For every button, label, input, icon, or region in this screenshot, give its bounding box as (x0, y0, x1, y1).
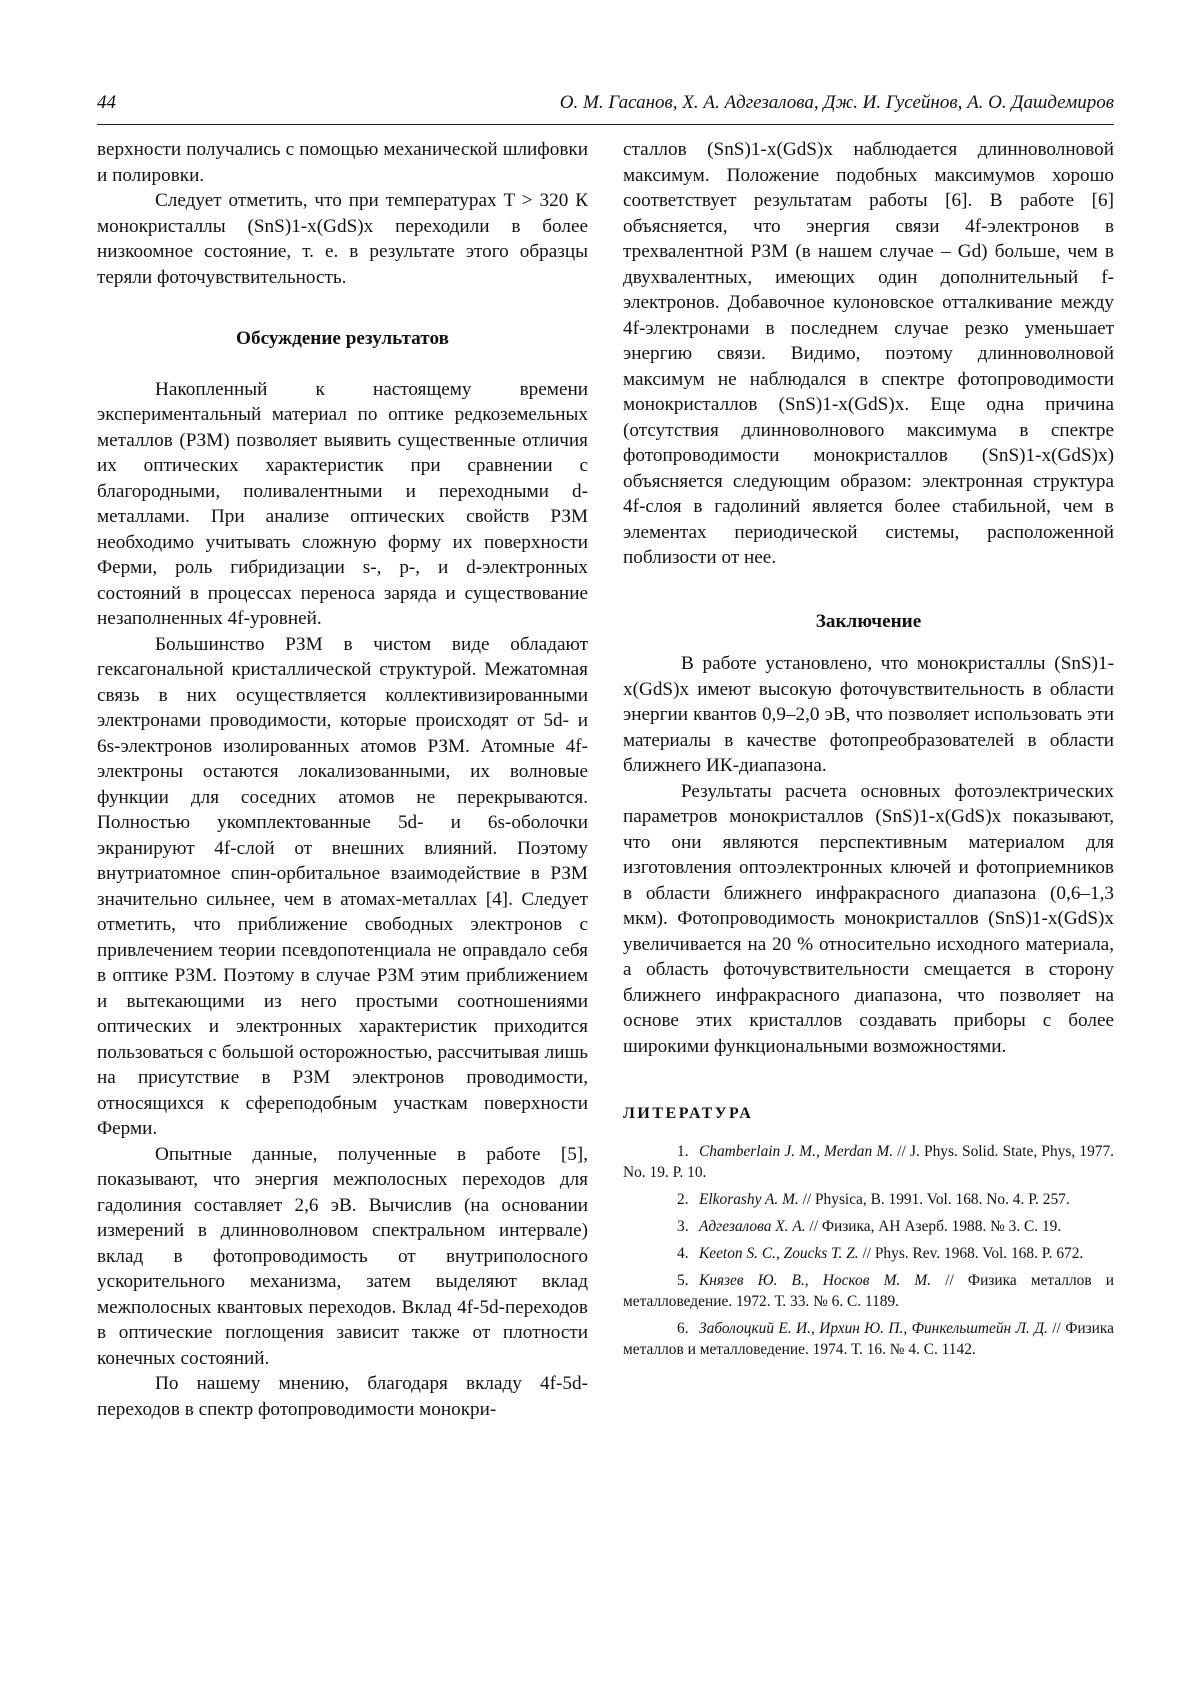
reference-authors: Keeton S. C., Zoucks T. Z. (699, 1245, 859, 1262)
references-heading: ЛИТЕРАТУРА (623, 1105, 754, 1122)
reference-source: // Физика, АН Азерб. 1988. № 3. С. 19. (805, 1218, 1062, 1235)
reference-item (623, 1141, 1114, 1183)
reference-list (623, 1141, 1114, 1360)
reference-authors: Адгезалова Х. А. (699, 1218, 806, 1235)
reference-number: 2. (677, 1191, 689, 1208)
paragraph: Результаты расчета основных фотоэлектрических параметров монокристаллов (SnS)1-x(GdS)x показывают, что они являются перспективным материалом для изготовления оптоэлектронных ключей и фотоприемников в области ближнего инфракрасного диапазона (0,6–1,3 мкм). Фотопроводимость монокристаллов (SnS)1-x(GdS)x увеличивается на 20 % относительно исходного материала, а область фоточувствительности смещается в сторону ближнего инфракрасного диапазона, что позволяет на основе этих кристаллов создавать приборы с более широкими функциональными возможностями. (623, 780, 1114, 1057)
reference-source: // J. Phys. Solid. State, Phys, 1977. No. 19. P. 10. (623, 1143, 1115, 1181)
running-header (97, 92, 1114, 122)
header-rule (97, 124, 1114, 125)
reference-number: 3. (677, 1218, 689, 1235)
section-heading-conclusion: Заключение (815, 610, 922, 632)
page-number: 44 (97, 92, 116, 113)
reference-authors: Заболоцкий Е. И., Ирхин Ю. П., Финкельштейн Л. Д. (699, 1320, 1048, 1337)
paragraph: сталлов (SnS)1-x(GdS)x наблюдается длинноволновой максимум. Положение подобных максимумов хорошо соответствует результатам работы [6]. В работе [6] объясняется, что энергия связи 4f-электронов в трехвалентной РЗМ (в нашем случае – Gd) больше, чем в двухвалентных, имеющих один дополнительный f-электронов. Добавочное кулоновское отталкивание между 4f-электронами в последнем случае резко уменьшает энергию связи. Видимо, поэтому длинноволновой максимум не наблюдался в спектре фотопроводимости монокристаллов (SnS)1-x(GdS)x. Еще одна причина (отсутствия длинноволнового максимума в спектре фотопроводимости монокристаллов (SnS)1-x(GdS)x) объясняется следующим образом: электронная структура 4f-слоя в гадолиний является более стабильной, чем в элементах периодической системы, расположенной поблизости от нее. (623, 139, 1114, 568)
paragraph: Большинство РЗМ в чистом виде обладают гексагональной кристаллической структурой. Межатомная связь в них осуществляется коллективизированными электронами проводимости, которые происходят от 5d- и 6s-электронов изолированных атомов РЗМ. Атомные 4f-электроны остаются локализованными, их волновые функции для соседних атомов не перекрываются. Полностью укомплектованные 5d- и 6s-оболочки экранируют 4f-слой от внешних влияний. Поэтому внутриатомное спин-орбитальное взаимодействие в РЗМ значительно сильнее, чем в атомах-металлах [4]. Следует отметить, что приближение свободных электронов с привлечением теории псевдопотенциала не оправдало себя в оптике РЗМ. Поэтому в случае РЗМ этим приближением и вытекающими из него простыми соотношениями оптических и электронных характеристик приходится пользоваться с большой осторожностью, рассчитывая лишь на присутствие в РЗМ электронов проводимости, относящихся к сфереподобным участкам поверхности Ферми. (97, 633, 588, 1139)
paragraph: Следует отметить, что при температурах T > 320 К монокристаллы (SnS)1-x(GdS)x переходили в более низкоомное состояние, т. е. в результате этого образцы теряли фоточувствительность. (97, 190, 588, 288)
reference-item (623, 1318, 1114, 1360)
reference-item (623, 1243, 1114, 1264)
left-column (97, 137, 588, 1422)
reference-item (623, 1189, 1114, 1210)
reference-number: 1. (677, 1143, 689, 1160)
reference-source: // Phys. Rev. 1968. Vol. 168. P. 672. (858, 1245, 1084, 1262)
reference-number: 6. (677, 1320, 689, 1337)
reference-number: 4. (677, 1245, 689, 1262)
reference-authors: Князев Ю. В., Носков М. М. (699, 1272, 932, 1289)
reference-item (623, 1270, 1114, 1312)
reference-authors: Elkorashy A. M. (699, 1191, 799, 1208)
reference-source: // Физика металлов и металловедение. 1974. Т. 16. № 4. С. 1142. (623, 1320, 1114, 1358)
reference-number: 5. (677, 1272, 689, 1289)
paragraph: По нашему мнению, благодаря вкладу 4f-5d-переходов в спектр фотопроводимости монокри- (97, 1373, 588, 1420)
paragraph: Накопленный к настоящему времени экспериментальный материал по оптике редкоземельных металлов (РЗМ) позволяет выявить существенные отличия их оптических характеристик при сравнении с благородными, поливалентными и переходными d-металлами. При анализе оптических свойств РЗМ необходимо учитывать сложную форму их поверхности Ферми, роль гибридизации s-, p-, и d-электронных состояний в процессах переноса заряда и существование незаполненных 4f-уровней. (97, 378, 588, 629)
reference-authors: Chamberlain J. M., Merdan M. (699, 1143, 894, 1160)
reference-source: // Physica, B. 1991. Vol. 168. No. 4. P. 257. (798, 1191, 1070, 1208)
reference-item (623, 1216, 1114, 1237)
reference-source: // Физика металлов и металловедение. 1972. Т. 33. № 6. С. 1189. (623, 1272, 1114, 1310)
running-header-authors: О. М. Гасанов, Х. А. Адгезалова, Дж. И. Гусейнов, А. О. Дашдемиров (559, 92, 1114, 113)
paragraph: Опытные данные, полученные в работе [5], показывают, что энергия межполосных переходов для гадолиния составляет 2,6 эВ. Вычислив (на основании измерений в длинноволновом спектральном интервале) вклад в фотопроводимость от внутриполосного ускорительного механизма, затем выделяют вклад межполосных квантовых переходов. Вклад 4f-5d-переходов в оптические поглощения зависит также от плотности конечных состояний. (97, 1143, 588, 1369)
section-heading-discussion: Обсуждение результатов (236, 328, 449, 349)
paragraph: В работе установлено, что монокристаллы (SnS)1-x(GdS)x имеют высокую фоточувствительность в области энергии квантов 0,9–2,0 эВ, что позволяет использовать эти материалы в качестве фотопреобразователей в области ближнего ИК-диапазона. (623, 653, 1114, 776)
paragraph: верхности получались с помощью механической шлифовки и полировки. (97, 139, 588, 186)
right-column (623, 137, 1114, 1366)
